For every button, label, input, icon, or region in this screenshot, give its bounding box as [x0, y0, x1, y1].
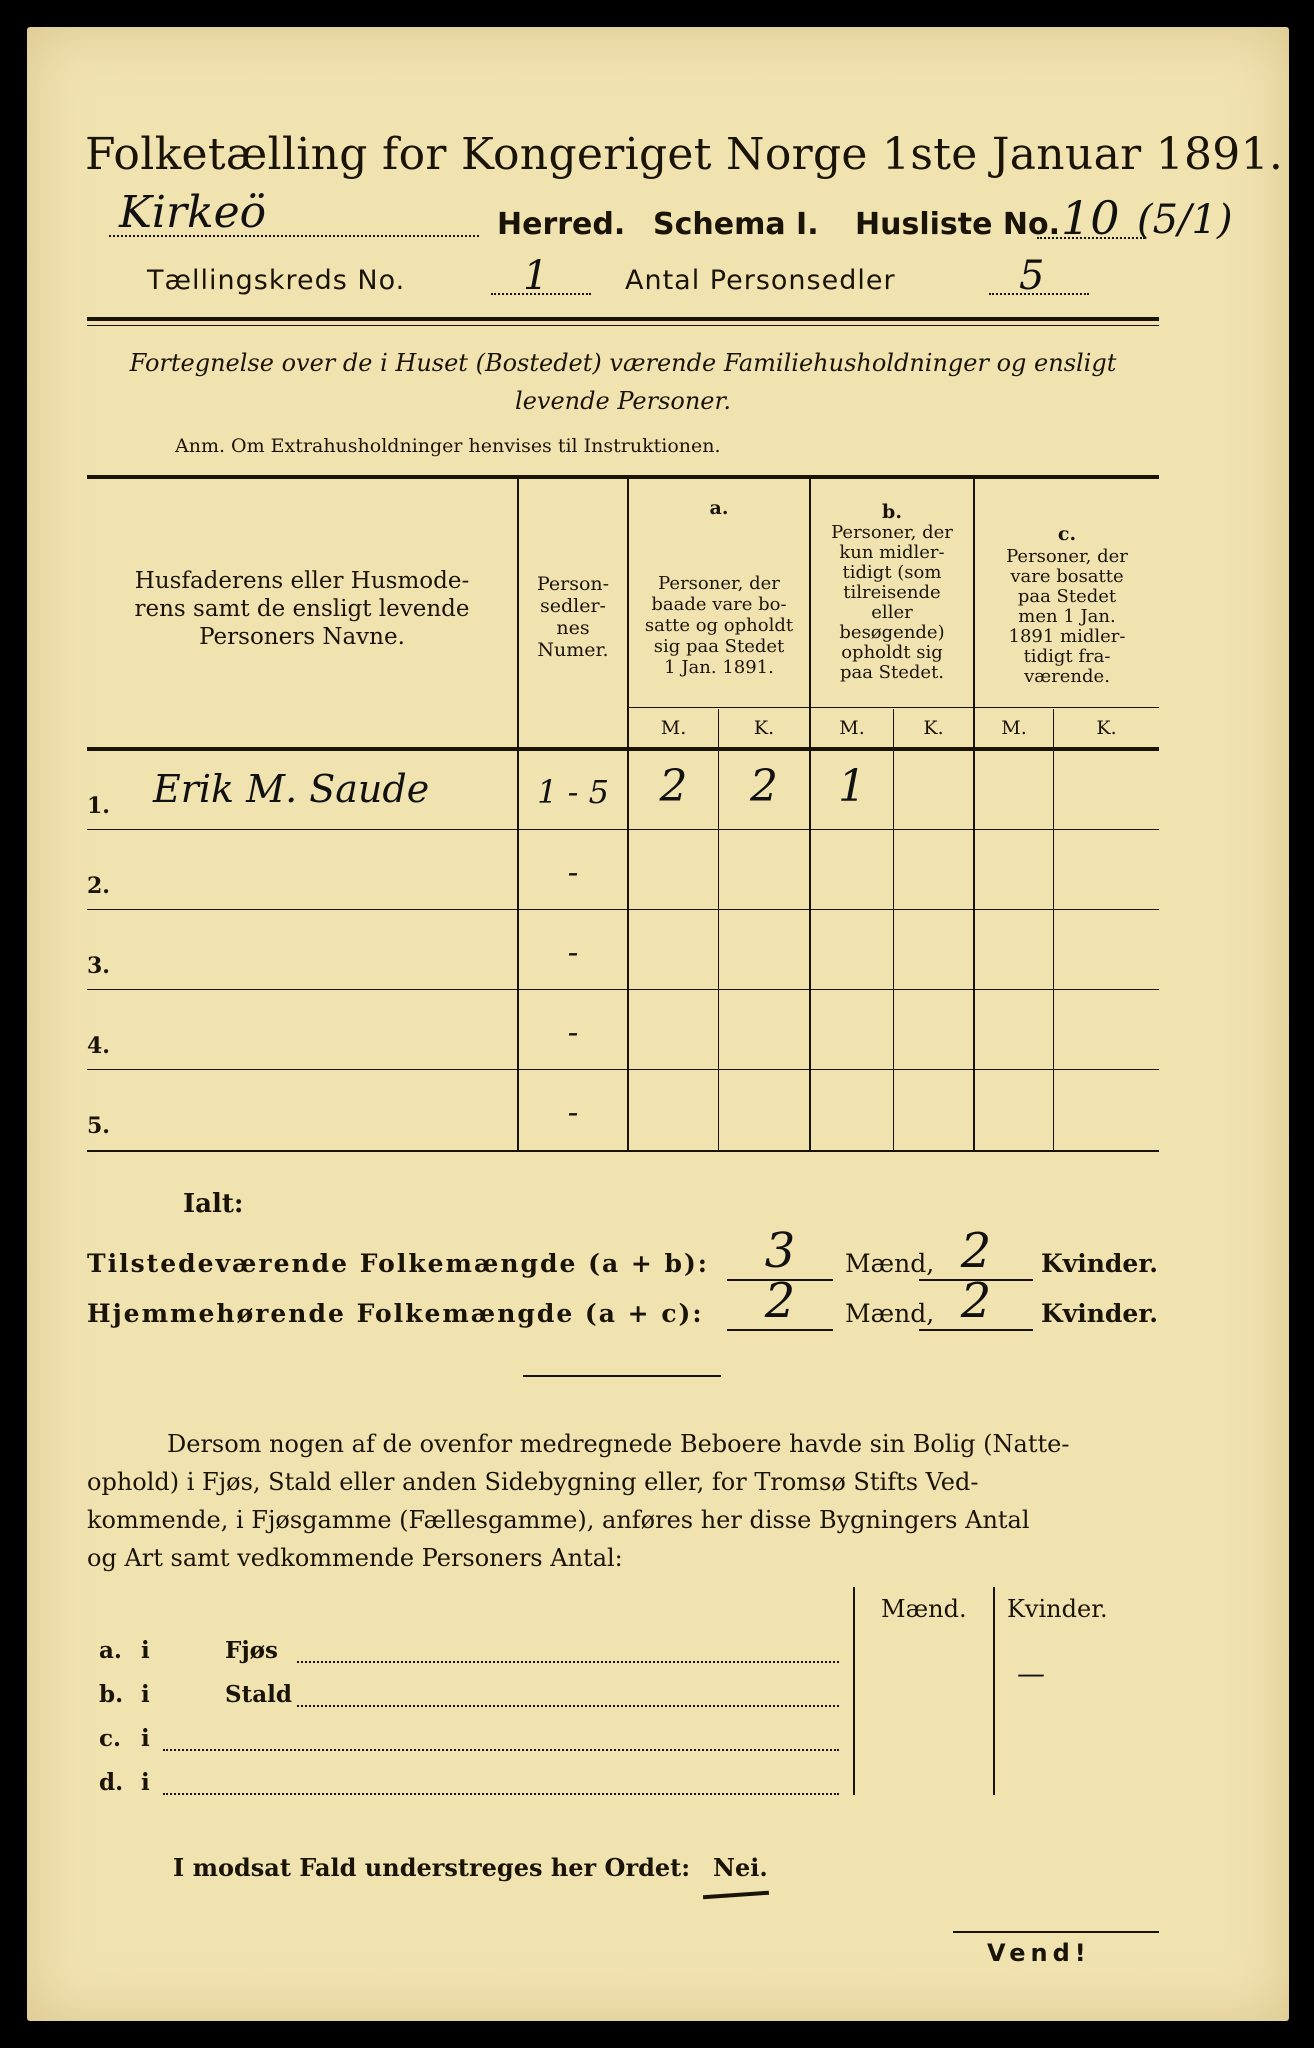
row-number: 1. [87, 793, 110, 819]
col-b-letter: b. [882, 501, 902, 523]
col-divider [1053, 709, 1054, 1150]
building-row-dotted-line [163, 1793, 839, 1795]
kvinder-label-2: Kvinder. [1041, 1299, 1158, 1328]
building-row-dotted-line [163, 1749, 839, 1751]
tilstede-label: Tilstedeværende Folkemængde (a + b): [87, 1249, 710, 1278]
row-personseddel-numer: - [567, 1093, 579, 1131]
k-label-a: K. [753, 717, 775, 739]
hjemme-kvinder-value: 2 [960, 1273, 992, 1329]
husliste-extra: (5/1) [1137, 197, 1233, 243]
row-cell-a-k: 2 [750, 761, 778, 812]
vend-rule [953, 1931, 1159, 1933]
herred-value: Kirkeö [119, 187, 267, 238]
col-c-letter: c. [1057, 523, 1077, 545]
row-cell-a-m: 2 [659, 761, 688, 812]
building-row-letter: c. [99, 1725, 122, 1752]
anm-note: Anm. Om Extrahusholdninger henvises til Instruktionen. [175, 435, 721, 457]
col-b-header: Personer, der kun midler- tidigt (som tilreisende eller besøgende) opholdt sig paa Stedet. [831, 522, 953, 683]
husliste-label: Husliste No. [855, 207, 1060, 242]
col-a-letter: a. [709, 497, 729, 519]
row-personseddel-numer: - [567, 933, 579, 971]
census-form-page [27, 27, 1289, 2021]
row-personseddel-numer: - [567, 1013, 579, 1051]
antal-label: Antal Personsedler [625, 265, 896, 296]
k-label-c: K. [1096, 717, 1117, 739]
line2-maend-rule [727, 1329, 833, 1331]
row-name: Erik M. Saude [153, 767, 430, 811]
buildings-paragraph: Dersom nogen af de ovenfor medregnede Beboere havde sin Bolig (Natte- ophold) i Fjøs, Stald eller anden Sidebygning eller, for Tromsø Stifts Ved- kommende, i Fjøsgamme (Fællesgamme), anføres her disse Bygningers Antal og Art samt vedkommende Personers Antal: [87, 1430, 1070, 1572]
names-col-header: Husfaderens eller Husmode- rens samt de ensligt levende Personers Navne. [134, 568, 470, 650]
tilstede-maend-value: 3 [764, 1223, 796, 1279]
m-label-c: M. [1001, 717, 1027, 739]
m-label-a: M. [660, 717, 687, 739]
maend-label-1: Mænd, [845, 1249, 935, 1278]
buildings-divider [853, 1587, 855, 1795]
table-bottom-rule [87, 1150, 1159, 1152]
form-title: Folketælling for Kongeriget Norge 1ste Januar 1891. [85, 129, 1284, 180]
building-row-letter: b. [99, 1681, 124, 1708]
buildings-kvinder-mark: — [1017, 1657, 1045, 1690]
krets-label: Tællingskreds No. [147, 265, 406, 296]
row-rule [87, 909, 1159, 910]
buildings-divider [993, 1587, 995, 1795]
vend-label: Vend! [987, 1939, 1091, 1967]
col-divider [893, 709, 894, 1150]
buildings-maend-header: Mænd. [881, 1595, 967, 1623]
building-row-letter: a. [99, 1637, 122, 1664]
row-cell-b-m: 1 [838, 761, 866, 812]
row-number: 4. [87, 1033, 110, 1059]
building-row-i: i [141, 1637, 150, 1664]
header-rule [87, 317, 1159, 321]
building-row-i: i [141, 1769, 150, 1796]
nei-word: Nei. [713, 1853, 768, 1882]
mk-rule [629, 707, 1159, 708]
row-rule [87, 829, 1159, 830]
row-personseddel-numer: - [567, 853, 579, 891]
header-rule-thin [87, 325, 1159, 326]
numer-col-header: Person- sedler- nes Numer. [536, 573, 610, 661]
modsat-label: I modsat Fald understreges her Ordet: [173, 1853, 691, 1882]
schema-label: Schema I. [653, 207, 819, 242]
row-number: 2. [87, 873, 110, 899]
ialt-label: Ialt: [183, 1189, 244, 1219]
col-a-header: Personer, der baade vare bo- satte og opholdt sig paa Stedet 1 Jan. 1891. [644, 573, 794, 678]
row-rule [87, 1069, 1159, 1070]
k-label-b: K. [923, 717, 944, 739]
building-row-letter: d. [99, 1769, 124, 1796]
buildings-kvinder-header: Kvinder. [1007, 1595, 1108, 1623]
line2-kvinder-rule [919, 1329, 1033, 1331]
row-personseddel-numer: 1 - 5 [537, 773, 609, 811]
building-row-dotted-line [297, 1661, 839, 1663]
tilstede-kvinder-value: 2 [960, 1223, 992, 1279]
building-row-dotted-line [297, 1705, 839, 1707]
nei-underline [703, 1891, 769, 1900]
krets-value: 1 [523, 253, 549, 299]
row-number: 5. [87, 1113, 110, 1139]
col-c-header: Personer, der vare bosatte paa Stedet men 1 Jan. 1891 midler- tidigt fra- værende. [1006, 546, 1128, 687]
row-rule [87, 989, 1159, 990]
kvinder-label-1: Kvinder. [1041, 1249, 1158, 1278]
husliste-value: 10 [1061, 191, 1120, 245]
section-divider [523, 1375, 721, 1377]
building-row-label: Stald [225, 1681, 292, 1708]
intro-line1: Fortegnelse over de i Huset (Bostedet) værende Familiehusholdninger og ensligt [129, 349, 1117, 377]
intro-line2: levende Personer. [515, 387, 731, 415]
antal-value: 5 [1019, 253, 1045, 299]
building-row-i: i [141, 1725, 150, 1752]
building-row-i: i [141, 1681, 150, 1708]
m-label-b: M. [839, 717, 865, 739]
building-row-label: Fjøs [225, 1637, 278, 1664]
herred-label: Herred. [497, 207, 626, 242]
hjemme-maend-value: 2 [764, 1273, 796, 1329]
maend-label-2: Mænd, [845, 1299, 935, 1328]
row-number: 3. [87, 953, 110, 979]
table-top-rule [87, 475, 1159, 479]
table-header-rule [87, 747, 1159, 751]
hjemme-label: Hjemmehørende Folkemængde (a + c): [87, 1299, 704, 1328]
